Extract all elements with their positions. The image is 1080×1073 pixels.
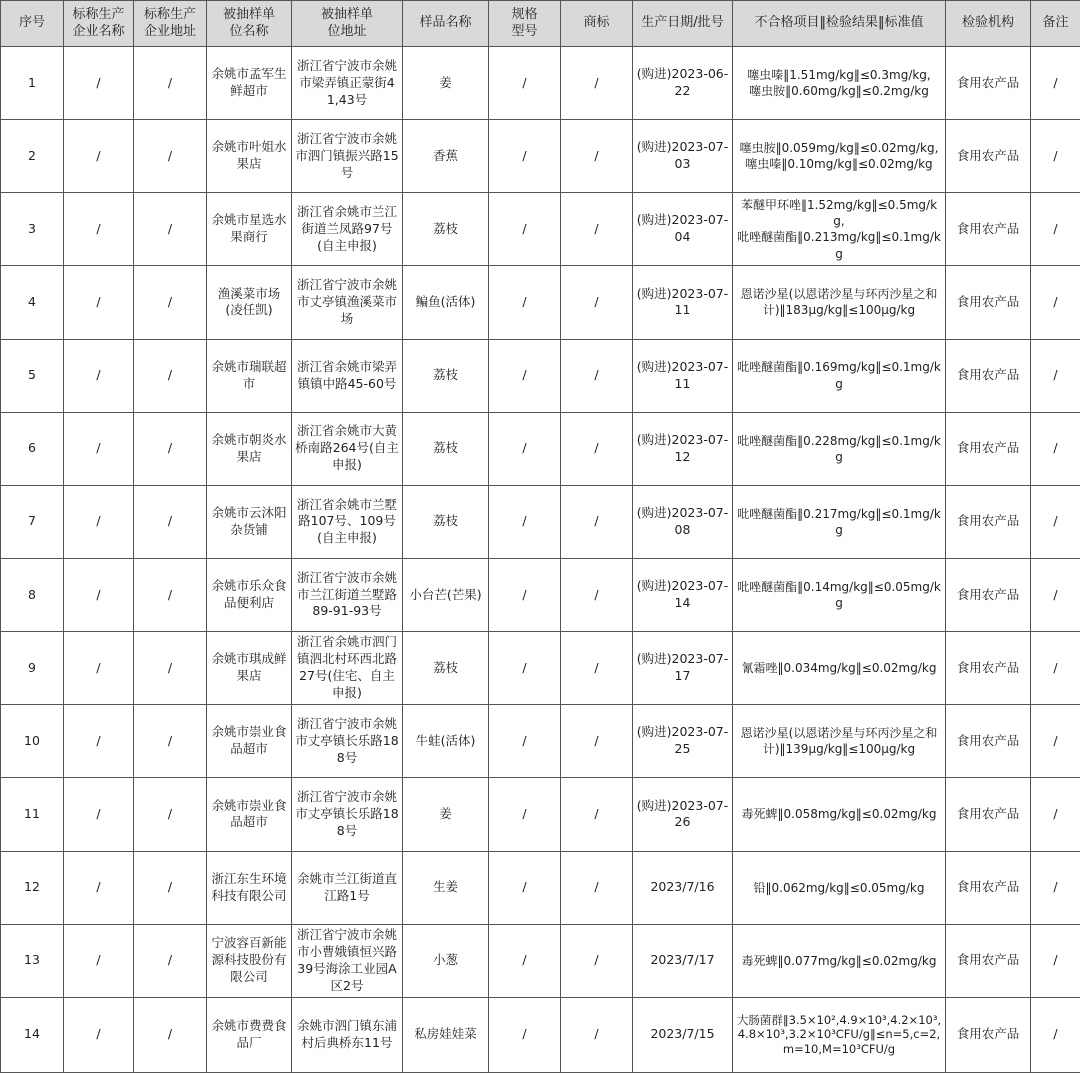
cell-brand: /	[561, 924, 633, 997]
cell-no: 5	[1, 339, 64, 412]
table-row	[1, 558, 1080, 631]
cell-result: 毒死蜱‖0.058mg/kg‖≤0.02mg/kg	[733, 778, 946, 851]
cell-no: 13	[1, 924, 64, 997]
cell-result: 铅‖0.062mg/kg‖≤0.05mg/kg	[733, 851, 946, 924]
header-brand: 商标	[561, 1, 633, 47]
cell-result: 噻虫嗪‖1.51mg/kg‖≤0.3mg/kg, 噻虫胺‖0.60mg/kg‖≤0.2mg/kg	[733, 47, 946, 120]
cell-producer: /	[64, 705, 134, 778]
cell-sampled-unit: 余姚市叶姐水果店	[207, 120, 292, 193]
cell-brand: /	[561, 778, 633, 851]
cell-spec: /	[489, 924, 561, 997]
cell-brand: /	[561, 705, 633, 778]
cell-sampled-address: 浙江省余姚市兰墅路107号、109号(自主申报)	[292, 485, 403, 558]
cell-spec: /	[489, 705, 561, 778]
cell-sampled-unit: 余姚市孟军生鲜超市	[207, 47, 292, 120]
cell-result: 噻虫胺‖0.059mg/kg‖≤0.02mg/kg, 噻虫嗪‖0.10mg/kg‖≤0.02mg/kg	[733, 120, 946, 193]
cell-result: 苯醚甲环唑‖1.52mg/kg‖≤0.5mg/kg, 吡唑醚菌酯‖0.213mg/kg‖≤0.1mg/kg	[733, 193, 946, 266]
cell-no: 2	[1, 120, 64, 193]
cell-producer-address: /	[134, 266, 207, 339]
cell-sampled-unit: 余姚市朝炎水果店	[207, 412, 292, 485]
cell-producer: /	[64, 266, 134, 339]
cell-no: 4	[1, 266, 64, 339]
cell-producer: /	[64, 997, 134, 1072]
cell-sample-name: 小台芒(芒果)	[403, 558, 489, 631]
cell-agency: 食用农产品	[946, 997, 1031, 1072]
cell-sampled-unit: 渔溪菜市场(凌任凯)	[207, 266, 292, 339]
cell-spec: /	[489, 120, 561, 193]
table-row	[1, 997, 1080, 1072]
table-row	[1, 339, 1080, 412]
cell-spec: /	[489, 412, 561, 485]
cell-brand: /	[561, 266, 633, 339]
cell-remark: /	[1031, 47, 1080, 120]
cell-sampled-unit: 浙江东生环境科技有限公司	[207, 851, 292, 924]
cell-sample-name: 小葱	[403, 924, 489, 997]
cell-result: 吡唑醚菌酯‖0.14mg/kg‖≤0.05mg/kg	[733, 558, 946, 631]
cell-spec: /	[489, 851, 561, 924]
cell-spec: /	[489, 778, 561, 851]
cell-sampled-unit: 余姚市崇业食品超市	[207, 778, 292, 851]
table-row	[1, 266, 1080, 339]
cell-remark: /	[1031, 632, 1080, 705]
cell-remark: /	[1031, 266, 1080, 339]
cell-date: (购进)2023-07-25	[633, 705, 733, 778]
cell-producer: /	[64, 339, 134, 412]
cell-date: (购进)2023-07-11	[633, 266, 733, 339]
cell-brand: /	[561, 412, 633, 485]
header-date: 生产日期/批号	[633, 1, 733, 47]
cell-spec: /	[489, 997, 561, 1072]
header-sampled-address: 被抽样单 位地址	[292, 1, 403, 47]
cell-sampled-unit: 余姚市星选水果商行	[207, 193, 292, 266]
cell-remark: /	[1031, 485, 1080, 558]
cell-sampled-unit: 余姚市琪成鲜果店	[207, 632, 292, 705]
table-row	[1, 485, 1080, 558]
cell-result: 吡唑醚菌酯‖0.217mg/kg‖≤0.1mg/kg	[733, 485, 946, 558]
cell-no: 12	[1, 851, 64, 924]
cell-producer: /	[64, 778, 134, 851]
cell-spec: /	[489, 632, 561, 705]
cell-sampled-unit: 余姚市云沐阳杂货铺	[207, 485, 292, 558]
cell-remark: /	[1031, 778, 1080, 851]
cell-date: (购进)2023-07-12	[633, 412, 733, 485]
cell-date: 2023/7/16	[633, 851, 733, 924]
cell-brand: /	[561, 997, 633, 1072]
cell-agency: 食用农产品	[946, 412, 1031, 485]
cell-agency: 食用农产品	[946, 47, 1031, 120]
cell-sampled-address: 浙江省余姚市兰江街道兰凤路97号(自主申报)	[292, 193, 403, 266]
cell-agency: 食用农产品	[946, 851, 1031, 924]
cell-sampled-unit: 余姚市崇业食品超市	[207, 705, 292, 778]
cell-sampled-address: 浙江省余姚市梁弄镇镇中路45-60号	[292, 339, 403, 412]
cell-producer: /	[64, 924, 134, 997]
cell-producer: /	[64, 558, 134, 631]
cell-no: 10	[1, 705, 64, 778]
cell-result: 吡唑醚菌酯‖0.169mg/kg‖≤0.1mg/kg	[733, 339, 946, 412]
header-agency: 检验机构	[946, 1, 1031, 47]
cell-producer-address: /	[134, 47, 207, 120]
cell-brand: /	[561, 339, 633, 412]
cell-sampled-address: 余姚市泗门镇东浦村后典桥东11号	[292, 997, 403, 1072]
cell-producer: /	[64, 412, 134, 485]
table-row	[1, 924, 1080, 997]
cell-agency: 食用农产品	[946, 266, 1031, 339]
cell-producer: /	[64, 632, 134, 705]
cell-spec: /	[489, 485, 561, 558]
cell-result: 恩诺沙星(以恩诺沙星与环丙沙星之和计)‖139μg/kg‖≤100μg/kg	[733, 705, 946, 778]
cell-sample-name: 鳊鱼(活体)	[403, 266, 489, 339]
cell-producer-address: /	[134, 485, 207, 558]
cell-sample-name: 荔枝	[403, 339, 489, 412]
cell-sampled-address: 浙江省宁波市余姚市梁弄镇正蒙街41,43号	[292, 47, 403, 120]
cell-sampled-unit: 余姚市乐众食品便利店	[207, 558, 292, 631]
cell-spec: /	[489, 266, 561, 339]
cell-sampled-address: 浙江省余姚市大黄桥南路264号(自主申报)	[292, 412, 403, 485]
cell-sampled-address: 余姚市兰江街道直江路1号	[292, 851, 403, 924]
cell-producer-address: /	[134, 997, 207, 1072]
cell-sampled-address: 浙江省宁波市余姚市丈亭镇渔溪菜市场	[292, 266, 403, 339]
cell-producer: /	[64, 193, 134, 266]
header-producer: 标称生产 企业名称	[64, 1, 134, 47]
cell-sampled-address: 浙江省余姚市泗门镇泗北村环西北路27号(住宅、自主申报)	[292, 632, 403, 705]
cell-spec: /	[489, 339, 561, 412]
cell-sample-name: 香蕉	[403, 120, 489, 193]
header-result: 不合格项目‖检验结果‖标准值	[733, 1, 946, 47]
header-remark: 备注	[1031, 1, 1080, 47]
cell-date: (购进)2023-07-17	[633, 632, 733, 705]
cell-brand: /	[561, 485, 633, 558]
header-no: 序号	[1, 1, 64, 47]
cell-producer-address: /	[134, 705, 207, 778]
cell-producer-address: /	[134, 558, 207, 631]
cell-result: 吡唑醚菌酯‖0.228mg/kg‖≤0.1mg/kg	[733, 412, 946, 485]
cell-agency: 食用农产品	[946, 485, 1031, 558]
cell-no: 3	[1, 193, 64, 266]
header-row	[1, 1, 1080, 47]
cell-remark: /	[1031, 997, 1080, 1072]
cell-sample-name: 荔枝	[403, 412, 489, 485]
header-producer-address: 标称生产 企业地址	[134, 1, 207, 47]
cell-sampled-address: 浙江省宁波市余姚市兰江街道兰墅路89-91-93号	[292, 558, 403, 631]
cell-result: 毒死蜱‖0.077mg/kg‖≤0.02mg/kg	[733, 924, 946, 997]
cell-date: (购进)2023-07-08	[633, 485, 733, 558]
cell-sample-name: 姜	[403, 778, 489, 851]
cell-remark: /	[1031, 339, 1080, 412]
cell-producer: /	[64, 120, 134, 193]
table-row	[1, 47, 1080, 120]
cell-spec: /	[489, 558, 561, 631]
cell-brand: /	[561, 47, 633, 120]
cell-date: (购进)2023-07-14	[633, 558, 733, 631]
table-row	[1, 705, 1080, 778]
cell-agency: 食用农产品	[946, 193, 1031, 266]
cell-date: (购进)2023-06-22	[633, 47, 733, 120]
cell-no: 7	[1, 485, 64, 558]
cell-date: (购进)2023-07-26	[633, 778, 733, 851]
cell-brand: /	[561, 632, 633, 705]
cell-producer-address: /	[134, 924, 207, 997]
cell-producer: /	[64, 47, 134, 120]
cell-spec: /	[489, 193, 561, 266]
cell-producer: /	[64, 851, 134, 924]
cell-date: 2023/7/15	[633, 997, 733, 1072]
cell-agency: 食用农产品	[946, 778, 1031, 851]
cell-brand: /	[561, 558, 633, 631]
cell-sampled-unit: 余姚市费费食品厂	[207, 997, 292, 1072]
cell-producer-address: /	[134, 120, 207, 193]
cell-producer-address: /	[134, 851, 207, 924]
table-row	[1, 120, 1080, 193]
cell-no: 14	[1, 997, 64, 1072]
cell-sample-name: 荔枝	[403, 632, 489, 705]
header-sample-name: 样品名称	[403, 1, 489, 47]
cell-sample-name: 牛蛙(活体)	[403, 705, 489, 778]
table-row	[1, 632, 1080, 705]
cell-date: (购进)2023-07-04	[633, 193, 733, 266]
cell-remark: /	[1031, 120, 1080, 193]
cell-sampled-address: 浙江省宁波市余姚市小曹娥镇恒兴路39号海涂工业园A区2号	[292, 924, 403, 997]
cell-no: 11	[1, 778, 64, 851]
cell-sample-name: 生姜	[403, 851, 489, 924]
cell-date: (购进)2023-07-03	[633, 120, 733, 193]
cell-sampled-unit: 宁波容百新能源科技股份有限公司	[207, 924, 292, 997]
cell-result: 氰霜唑‖0.034mg/kg‖≤0.02mg/kg	[733, 632, 946, 705]
cell-no: 9	[1, 632, 64, 705]
header-sampled-unit: 被抽样单 位名称	[207, 1, 292, 47]
cell-no: 6	[1, 412, 64, 485]
cell-date: 2023/7/17	[633, 924, 733, 997]
cell-brand: /	[561, 120, 633, 193]
header-spec: 规格 型号	[489, 1, 561, 47]
cell-agency: 食用农产品	[946, 120, 1031, 193]
cell-result: 恩诺沙星(以恩诺沙星与环丙沙星之和计)‖183μg/kg‖≤100μg/kg	[733, 266, 946, 339]
cell-producer-address: /	[134, 632, 207, 705]
cell-remark: /	[1031, 705, 1080, 778]
cell-sample-name: 私房娃娃菜	[403, 997, 489, 1072]
cell-remark: /	[1031, 558, 1080, 631]
cell-result: 大肠菌群‖3.5×10²,4.9×10³,4.2×10³,4.8×10³,3.2×10³CFU/g‖≤n=5,c=2,m=10,M=10³CFU/g	[733, 997, 946, 1072]
cell-remark: /	[1031, 851, 1080, 924]
cell-sampled-unit: 余姚市瑞联超市	[207, 339, 292, 412]
cell-remark: /	[1031, 193, 1080, 266]
cell-sample-name: 荔枝	[403, 485, 489, 558]
cell-producer-address: /	[134, 339, 207, 412]
cell-producer: /	[64, 485, 134, 558]
cell-agency: 食用农产品	[946, 924, 1031, 997]
cell-sampled-address: 浙江省宁波市余姚市丈亭镇长乐路188号	[292, 705, 403, 778]
cell-agency: 食用农产品	[946, 632, 1031, 705]
cell-agency: 食用农产品	[946, 558, 1031, 631]
table-row	[1, 412, 1080, 485]
cell-sample-name: 姜	[403, 47, 489, 120]
table-row	[1, 778, 1080, 851]
cell-producer-address: /	[134, 778, 207, 851]
cell-brand: /	[561, 851, 633, 924]
cell-sampled-address: 浙江省宁波市余姚市泗门镇振兴路15号	[292, 120, 403, 193]
cell-sample-name: 荔枝	[403, 193, 489, 266]
cell-remark: /	[1031, 412, 1080, 485]
cell-brand: /	[561, 193, 633, 266]
cell-date: (购进)2023-07-11	[633, 339, 733, 412]
table-row	[1, 851, 1080, 924]
cell-producer-address: /	[134, 412, 207, 485]
cell-agency: 食用农产品	[946, 339, 1031, 412]
cell-agency: 食用农产品	[946, 705, 1031, 778]
cell-remark: /	[1031, 924, 1080, 997]
cell-no: 8	[1, 558, 64, 631]
cell-producer-address: /	[134, 193, 207, 266]
cell-sampled-address: 浙江省宁波市余姚市丈亭镇长乐路188号	[292, 778, 403, 851]
table-row	[1, 193, 1080, 266]
cell-spec: /	[489, 47, 561, 120]
cell-no: 1	[1, 47, 64, 120]
